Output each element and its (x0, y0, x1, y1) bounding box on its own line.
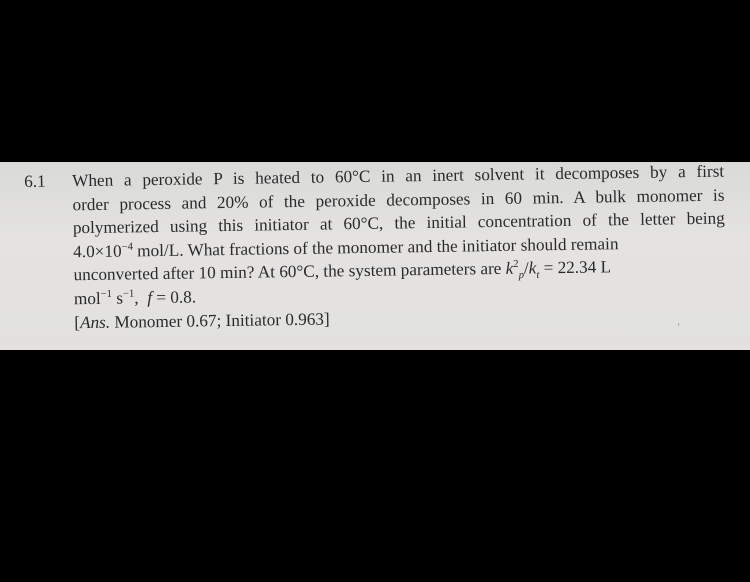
ratio-value: = 22.34 L (539, 257, 612, 278)
ratio-slash: / (523, 258, 529, 278)
problem-number: 6.1 (24, 171, 46, 191)
kt-subscript: t (536, 270, 540, 282)
problem-body (72, 160, 726, 335)
problem-block (24, 160, 726, 336)
stray-mark: ' (678, 322, 680, 332)
answer-text: Monomer 0.67; Initiator 0.963] (109, 309, 330, 332)
unit-mol-exponent: −1 (100, 288, 113, 301)
efficiency-value: = 0.8. (151, 287, 197, 308)
unit-mol: mol (73, 288, 101, 309)
kp-subscript: p (518, 270, 525, 282)
line-4-text: mol/L. What fractions of the monomer and the initiator should remain (132, 233, 619, 261)
rate-constant-kp: k (505, 259, 514, 279)
rate-constant-kt: k (528, 258, 537, 278)
problem-line-2: order process and 20% of the peroxide decomposes in 60 min. A bulk monomer is (72, 185, 725, 214)
answer-bracket: [ (74, 312, 81, 332)
line-5-text: unconverted after 10 min? At 60°C, the system parameters are (73, 259, 506, 285)
unit-s-exponent: −1 (122, 288, 135, 300)
concentration-exponent: −4 (121, 241, 133, 253)
problem-line-6: mol$^{-1}$ $s^{-1}$, f = 0.8. (73, 287, 197, 309)
unit-s: s (116, 288, 124, 308)
problem-line-3: polymerized using this initiator at 60°C, the initial concentration of the letter being (72, 208, 725, 238)
answer-label: Ans. (79, 312, 111, 332)
problem-line-1: When a peroxide P is heated to 60°C in an inert solvent it decomposes by a first (72, 161, 725, 191)
initial-concentration: 4.0×10 (73, 241, 122, 262)
efficiency-label: f (147, 288, 153, 308)
kp-superscript: 2 (513, 259, 519, 271)
